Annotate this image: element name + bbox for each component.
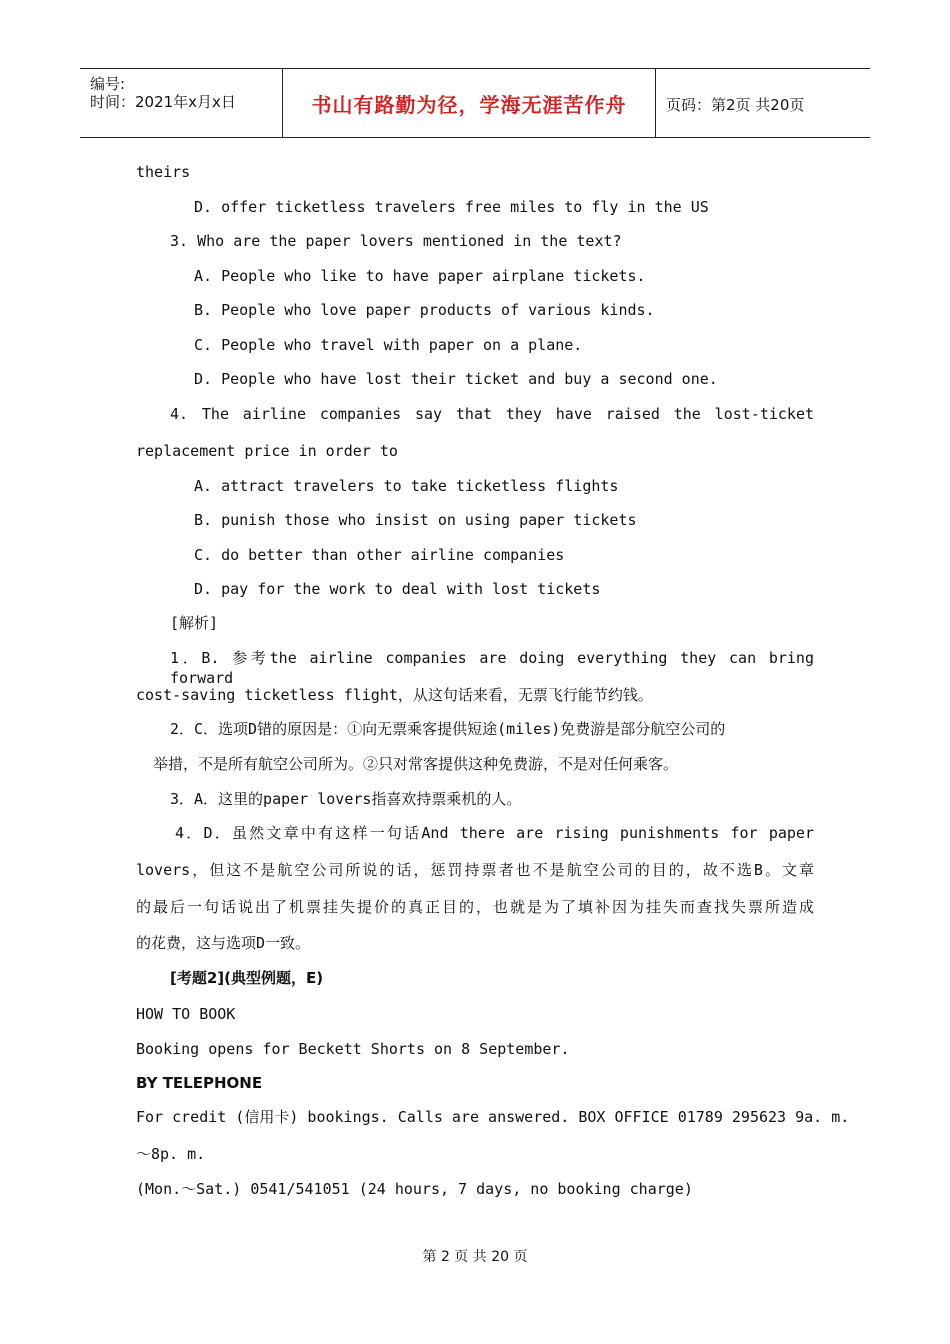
option-line: B. People who love paper products of various kinds. xyxy=(194,301,655,319)
header-motto-cell xyxy=(282,69,656,137)
page-code: 页码：第2页 共20页 xyxy=(666,96,805,114)
question-line: 3. Who are the paper lovers mentioned in the text? xyxy=(170,232,622,250)
header-info-cell xyxy=(80,69,281,137)
text-line: (Mon.～Sat.) 0541/541051 (24 hours, 7 days, no booking charge) xyxy=(136,1180,693,1198)
option-line: D. People who have lost their ticket and buy a second one. xyxy=(194,370,718,388)
analysis-line: 的花费，这与选项D一致。 xyxy=(136,934,311,952)
analysis-heading: [解析] xyxy=(170,614,219,632)
analysis-line: 4．D．虽然文章中有这样一句话And there are rising punishments for paper xyxy=(175,824,814,842)
text-line: Booking opens for Beckett Shorts on 8 September. xyxy=(136,1040,570,1058)
analysis-line: lovers，但这不是航空公司所说的话，惩罚持票者也不是航空公司的目的，故不选B。文章 xyxy=(136,861,814,879)
option-line: A. People who like to have paper airplane tickets. xyxy=(194,267,646,285)
page-footer: 第 2 页 共 20 页 xyxy=(422,1249,528,1265)
question-line: 4. The airline companies say that they have raised the lost-ticket xyxy=(170,405,814,423)
text-line: theirs xyxy=(136,163,191,181)
analysis-line: 3．A．这里的paper lovers指喜欢持票乘机的人。 xyxy=(170,790,522,808)
option-line: B. punish those who insist on using paper tickets xyxy=(194,511,637,529)
analysis-line: 举措，不是所有航空公司所为。②只对常客提供这种免费游，不是对任何乘客。 xyxy=(153,755,679,773)
analysis-line: 2．C．选项D错的原因是：①向无票乘客提供短途(miles)免费游是部分航空公司的 xyxy=(170,720,726,738)
option-line: C. do better than other airline companies xyxy=(194,546,565,564)
text-line: replacement price in order to xyxy=(136,442,398,460)
analysis-line: 1．B. 参考the airline companies are doing everything they can bring forward xyxy=(170,649,814,687)
header-page-cell xyxy=(656,69,870,137)
analysis-line: 的最后一句话说出了机票挂失提价的真正目的，也就是为了填补因为挂失而查找失票所造成 xyxy=(136,898,814,916)
text-line: HOW TO BOOK xyxy=(136,1005,236,1023)
option-line: C. People who travel with paper on a plane. xyxy=(194,336,583,354)
option-line: D. pay for the work to deal with lost tickets xyxy=(194,580,601,598)
motto: 书山有路勤为径，学海无涯苦作舟 xyxy=(311,93,627,117)
subheading: BY TELEPHONE xyxy=(136,1074,263,1092)
page-header xyxy=(80,68,870,138)
option-line: A. attract travelers to take ticketless flights xyxy=(194,477,619,495)
analysis-line: cost-saving ticketless flight，从这句话来看，无票飞行能节约钱。 xyxy=(136,686,653,704)
option-line: D. offer ticketless travelers free miles to fly in the US xyxy=(194,198,709,216)
text-line: ～8p. m. xyxy=(136,1145,206,1163)
text-line: For credit (信用卡) bookings. Calls are answered. BOX OFFICE 01789 295623 9a. m. xyxy=(136,1108,850,1126)
time-label: 时间：2021年x月x日 xyxy=(90,93,236,111)
section-heading: [考题2](典型例题，E) xyxy=(170,969,324,987)
number-label: 编号: xyxy=(90,75,126,93)
